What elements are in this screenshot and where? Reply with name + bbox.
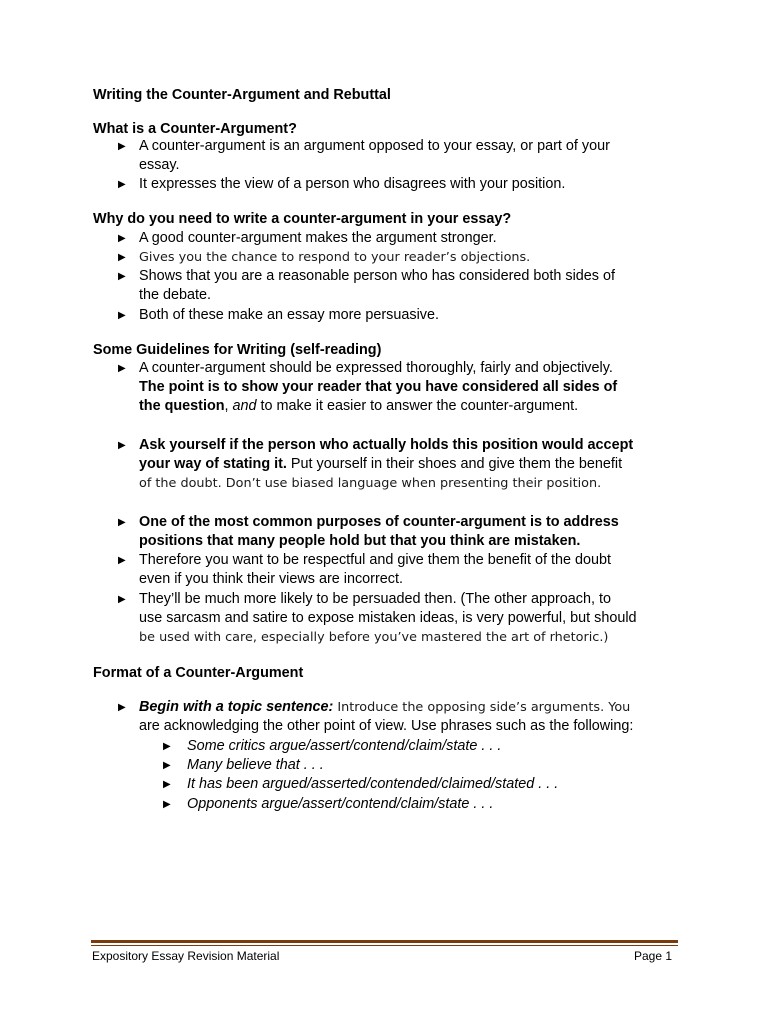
format-line1: Begin with a topic sentence: Introduce the opposing side’s arguments. You	[139, 699, 631, 715]
guideline4-line1: Therefore you want to be respectful and give them the benefit of the doubt	[139, 552, 611, 568]
section-heading-guidelines: Some Guidelines for Writing (self-reading)	[93, 342, 382, 358]
footer-rule-thick	[91, 940, 678, 943]
section2-bullet2: Gives you the chance to respond to your reader’s objections.	[139, 250, 531, 265]
section-heading-what-is: What is a Counter-Argument?	[93, 121, 297, 137]
bullet-icon: ▶	[118, 179, 126, 190]
footer-page-number: Page 1	[634, 949, 673, 963]
guideline1-line1: A counter-argument should be expressed thoroughly, fairly and objectively.	[139, 360, 613, 376]
bullet-icon: ▶	[118, 517, 126, 528]
guideline2-line2: your way of stating it. Put yourself in their shoes and give them the benefit	[139, 456, 623, 472]
bullet-icon: ▶	[118, 363, 126, 374]
document-title: Writing the Counter-Argument and Rebuttal	[93, 87, 391, 103]
guideline1-line3: the question, and to make it easier to answer the counter-argument.	[139, 398, 579, 414]
section1-bullet1-line2: essay.	[139, 157, 180, 173]
section2-bullet4: Both of these make an essay more persuasive.	[139, 307, 439, 323]
section2-bullet3-line2: the debate.	[139, 287, 212, 303]
section-heading-why-need: Why do you need to write a counter-argument in your essay?	[93, 211, 512, 227]
sub-bullet-icon: ▶	[163, 760, 171, 771]
format-phrase-2: Many believe that . . .	[187, 757, 324, 773]
guideline5-line2: use sarcasm and satire to expose mistaken ideas, is very powerful, but should	[139, 610, 637, 626]
guideline1-line2: The point is to show your reader that you have considered all sides of	[139, 379, 618, 395]
footer-left-text: Expository Essay Revision Material	[92, 949, 280, 963]
guideline3-line1: One of the most common purposes of counter-argument is to address	[139, 514, 619, 530]
footer-rule-thin	[91, 945, 678, 946]
sub-bullet-icon: ▶	[163, 799, 171, 810]
format-phrase-3: It has been argued/asserted/contended/claimed/stated . . .	[187, 776, 559, 792]
bullet-icon: ▶	[118, 555, 126, 566]
section2-bullet3-line1: Shows that you are a reasonable person who has considered both sides of	[139, 268, 615, 284]
format-phrase-4: Opponents argue/assert/contend/claim/state . . .	[187, 796, 494, 812]
format-line2: are acknowledging the other point of view. Use phrases such as the following:	[139, 718, 634, 734]
sub-bullet-icon: ▶	[163, 779, 171, 790]
guideline3-line2: positions that many people hold but that you think are mistaken.	[139, 533, 581, 549]
format-phrase-1: Some critics argue/assert/contend/claim/state . . .	[187, 738, 502, 754]
guideline4-line2: even if you think their views are incorrect.	[139, 571, 403, 587]
guideline5-line3: be used with care, especially before you’ve mastered the art of rhetoric.)	[139, 630, 609, 645]
bullet-icon: ▶	[118, 702, 126, 713]
bullet-icon: ▶	[118, 271, 126, 282]
bullet-icon: ▶	[118, 233, 126, 244]
guideline2-line3: of the doubt. Don’t use biased language when presenting their position.	[139, 476, 602, 491]
section1-bullet1-line1: A counter-argument is an argument opposed to your essay, or part of your	[139, 138, 610, 154]
bullet-icon: ▶	[118, 310, 126, 321]
bullet-icon: ▶	[118, 594, 126, 605]
guideline2-line1: Ask yourself if the person who actually holds this position would accept	[139, 437, 634, 453]
section2-bullet1: A good counter-argument makes the argument stronger.	[139, 230, 497, 246]
guideline5-line1: They’ll be much more likely to be persuaded then. (The other approach, to	[139, 591, 611, 607]
bullet-icon: ▶	[118, 440, 126, 451]
section1-bullet2: It expresses the view of a person who disagrees with your position.	[139, 176, 566, 192]
bullet-icon: ▶	[118, 141, 126, 152]
bullet-icon: ▶	[118, 252, 126, 263]
section-heading-format: Format of a Counter-Argument	[93, 665, 304, 681]
sub-bullet-icon: ▶	[163, 741, 171, 752]
